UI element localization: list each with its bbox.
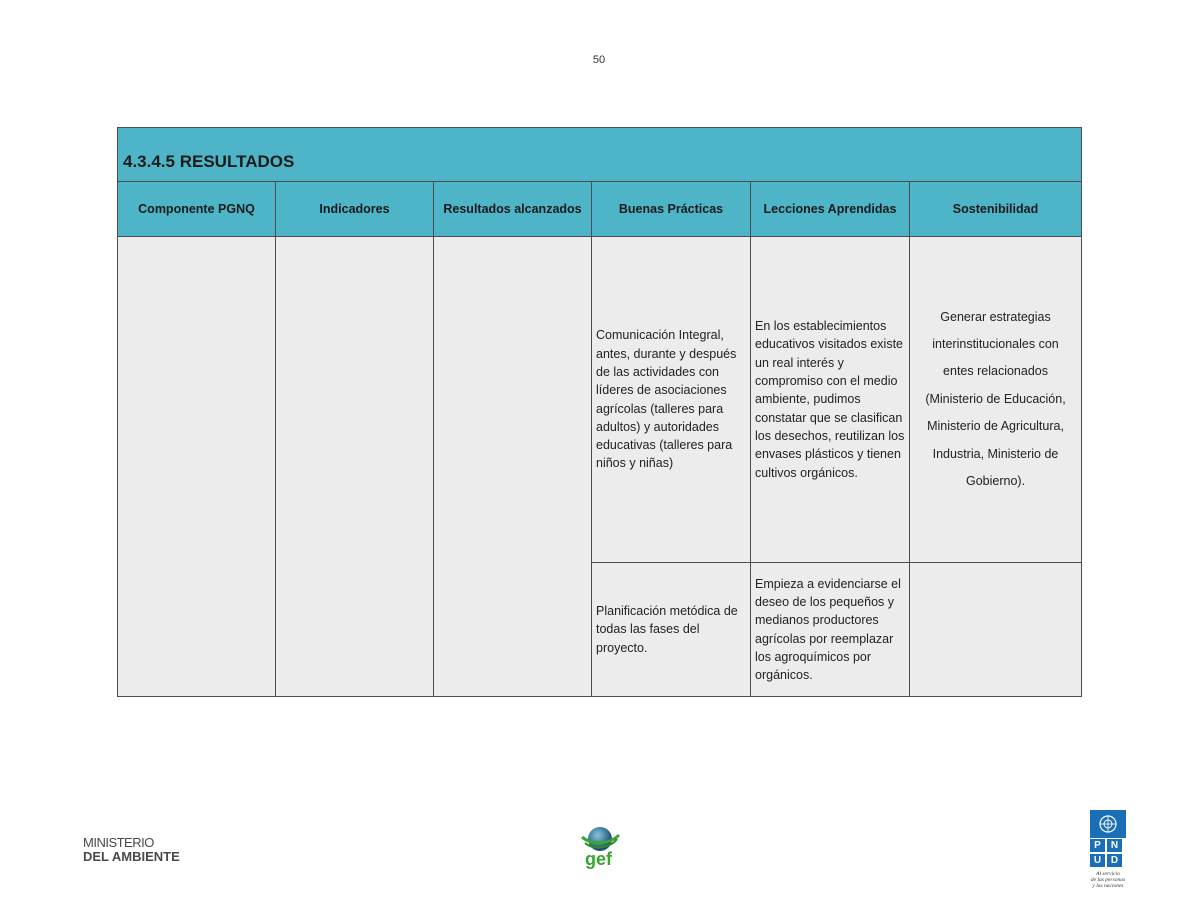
componente-cell xyxy=(118,237,276,697)
pnud-tagline xyxy=(1086,871,1130,889)
buenas-practicas-cell: Comunicación Integral, antes, durante y después de las actividades con líderes de asociaciones agrícolas (talleres para adultos) y autoridades educativas (talleres para niños y niñas) xyxy=(592,237,751,563)
column-header-lecciones: Lecciones Aprendidas xyxy=(751,182,910,237)
column-header-resultados: Resultados alcanzados xyxy=(434,182,592,237)
pnud-letter: N xyxy=(1107,839,1122,852)
gef-logo xyxy=(579,823,621,873)
pnud-letter: P xyxy=(1090,839,1105,852)
indicadores-cell xyxy=(276,237,434,697)
column-header-sostenibilidad: Sostenibilidad xyxy=(910,182,1082,237)
ministerio-logo-line1: MINISTERIO xyxy=(83,835,154,850)
pnud-logo xyxy=(1086,810,1130,889)
sostenibilidad-cell: Generar estrategias interinstitucionales con entes relacionados (Ministerio de Educación, Ministerio de Agricultura, Industria, Ministerio de Gobierno). xyxy=(910,237,1082,563)
lecciones-cell: Empieza a evidenciarse el deseo de los pequeños y medianos productores agrícolas por reemplazar los agroquímicos por orgánicos. xyxy=(751,563,910,697)
pnud-tagline-line: y las naciones xyxy=(1092,883,1124,889)
ministerio-ambiente-logo xyxy=(83,836,180,864)
sostenibilidad-cell xyxy=(910,563,1082,697)
gef-label: gef xyxy=(585,849,612,869)
ministerio-logo-line2: DEL AMBIENTE xyxy=(83,849,180,864)
page-number: 50 xyxy=(592,54,606,66)
column-header-indicadores: Indicadores xyxy=(276,182,434,237)
results-table xyxy=(117,127,1082,697)
column-header-buenas-practicas: Buenas Prácticas xyxy=(592,182,751,237)
pnud-tagline-line: Al servicio xyxy=(1096,871,1120,877)
buenas-practicas-cell: Planificación metódica de todas las fases del proyecto. xyxy=(592,563,751,697)
pnud-letter: D xyxy=(1107,854,1122,867)
resultados-cell xyxy=(434,237,592,697)
column-header-componente: Componente PGNQ xyxy=(118,182,276,237)
pnud-tagline-line: de las personas xyxy=(1090,877,1126,883)
section-title: 4.3.4.5 RESULTADOS xyxy=(118,128,1082,182)
table-row xyxy=(118,237,1082,563)
un-emblem-icon xyxy=(1090,810,1126,838)
lecciones-cell: En los establecimientos educativos visitados existe un real interés y compromiso con el medio ambiente, pudimos constatar que se clasifican los desechos, reutilizan los envases plásticos y tienen cultivos orgánicos. xyxy=(751,237,910,563)
pnud-letter: U xyxy=(1090,854,1105,867)
